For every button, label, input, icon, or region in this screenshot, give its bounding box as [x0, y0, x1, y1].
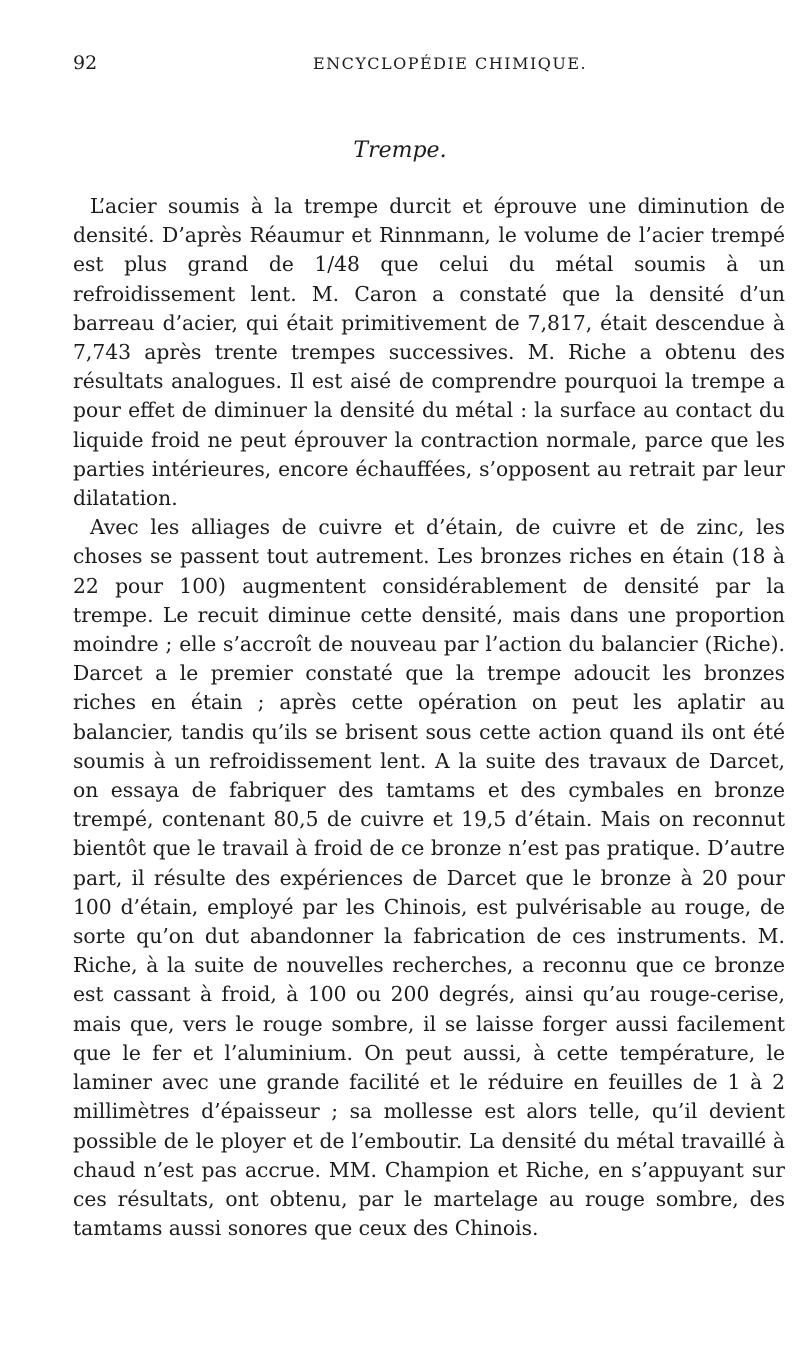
body-text [73, 192, 785, 1243]
running-head: ENCYCLOPÉDIE CHIMIQUE. [313, 54, 588, 73]
page-header [73, 52, 730, 82]
paragraph: Avec les alliages de cuivre et d’étain, de cuivre et de zinc, les choses se passent tout autrement. Les bronzes riches en étain (18 à 22 pour 100) augmentent considérablement de densité par la trempe. Le recuit diminue cette densité, mais dans une proportion moindre ; elle s’accroît de nouveau par l’action du balancier (Riche). Darcet a le premier constaté que la trempe adoucit les bronzes riches en étain ; après cette opération on peut les aplatir au balancier, tandis qu’ils se brisent sous cette action quand ils ont été soumis à un refroidissement lent. A la suite des travaux de Darcet, on essaya de fabriquer des tamtams et des cymbales en bronze trempé, contenant 80,5 de cuivre et 19,5 d’étain. Mais on reconnut bientôt que le travail à froid de ce bronze n’est pas pratique. D’autre part, il résulte des expériences de Darcet que le bronze à 20 pour 100 d’étain, employé par les Chinois, est pulvérisable au rouge, de sorte qu’on dut abandonner la fabrication de ces instruments. M. Riche, à la suite de nouvelles recherches, a reconnu que ce bronze est cassant à froid, à 100 ou 200 degrés, ainsi qu’au rouge-cerise, mais que, vers le rouge sombre, il se laisse forger aussi facilement que le fer et l’aluminium. On peut aussi, à cette température, le laminer avec une grande facilité et le réduire en feuilles de 1 à 2 millimètres d’épaisseur ; sa mollesse est alors telle, qu’il devient possible de le ployer et de l’emboutir. La densité du métal travaillé à chaud n’est pas accrue. MM. Champion et Riche, en s’appuyant sur ces résultats, ont obtenu, par le martelage au rouge sombre, des tamtams aussi sonores que ceux des Chinois. [73, 515, 785, 1241]
paragraph: L’acier soumis à la trempe durcit et éprouve une diminution de densité. D’après Réaumur et Rinnmann, le volume de l’acier trempé est plus grand de 1/48 que celui du métal soumis à un refroidissement lent. M. Caron a constaté que la densité d’un barreau d’acier, qui était primitivement de 7,817, était descendue à 7,743 après trente trempes successives. M. Riche a obtenu des résultats analogues. Il est aisé de comprendre pourquoi la trempe a pour effet de diminuer la densité du métal : la surface au contact du liquide froid ne peut éprouver la contraction normale, parce que les parties intérieures, encore échauffées, s’opposent au retrait par leur dilatation. [73, 194, 785, 511]
section-title: Trempe. [353, 138, 447, 163]
page-number: 92 [73, 52, 98, 74]
